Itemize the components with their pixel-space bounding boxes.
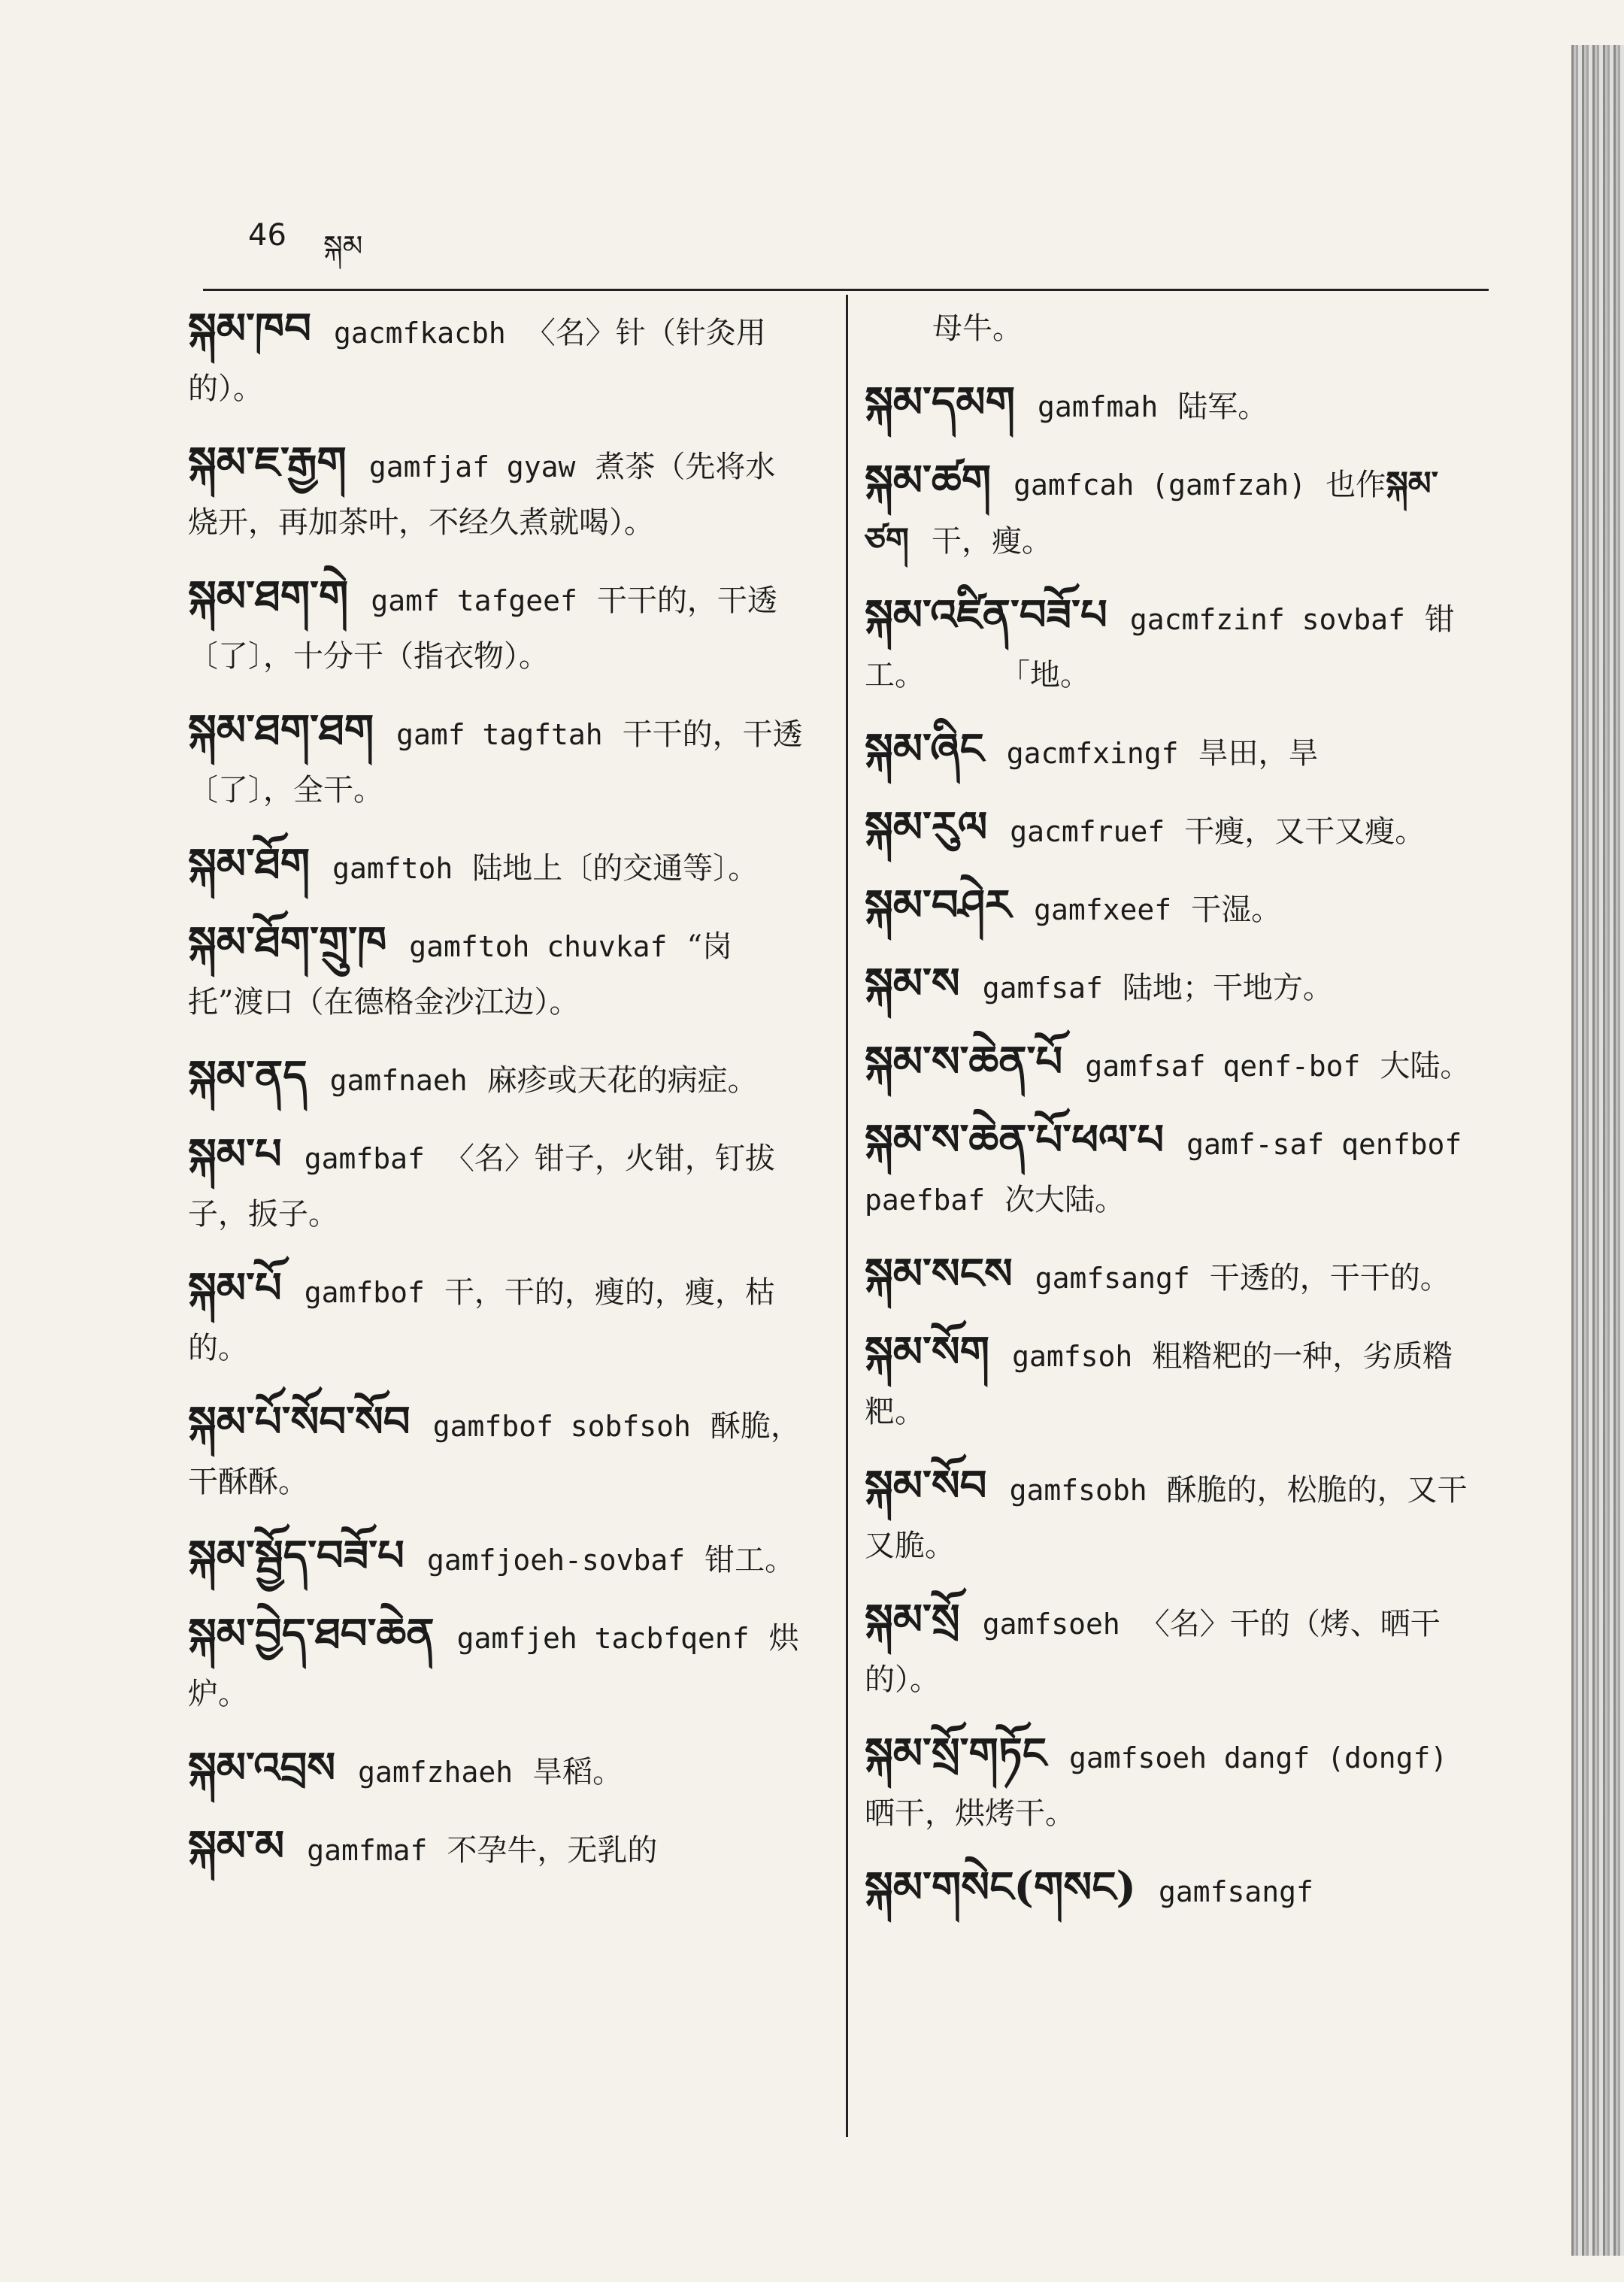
entry-definition: 〈名〉钳子，火钳，钉拔子，扳子。 — [188, 1141, 775, 1232]
entry-headword: སྐམ་སོབ — [865, 1461, 987, 1511]
entry-romanization: gamf tagftah — [396, 718, 603, 751]
entry-romanization: gamfxeef — [1034, 893, 1172, 926]
entry-romanization: gacmfzinf sovbaf — [1129, 603, 1405, 636]
dictionary-entry — [188, 301, 804, 417]
entry-headword: སྐམ་ཞིང — [865, 724, 984, 774]
dictionary-entry — [865, 799, 1481, 859]
dictionary-entry — [188, 1048, 804, 1108]
entry-definition: 也作 — [1326, 468, 1386, 502]
entry-romanization: gamftoh — [332, 852, 453, 885]
entry-romanization: gamfmah — [1038, 390, 1159, 423]
entry-definition: 煮茶（先将水烧开，再加茶叶，不经久煮就喝）。 — [188, 450, 776, 540]
entry-definition: 干湿。 — [1191, 892, 1282, 927]
entry-romanization: gamfsaf — [982, 971, 1103, 1005]
dictionary-entry — [188, 1528, 804, 1588]
entry-headword: སྐམ་ཐོག — [188, 839, 311, 889]
dictionary-entry — [188, 1740, 804, 1800]
dictionary-entry — [188, 1126, 804, 1242]
entry-headword: སྐམ་ཇ་རྒྱག — [188, 438, 347, 487]
entry-headword: སྐམ་འཛིན་བཟོ་པ — [865, 590, 1107, 640]
entry-romanization: gamfjeh tacbfqenf — [456, 1622, 750, 1655]
entry-romanization: gamfjaf gyaw — [368, 450, 576, 483]
dictionary-entry — [188, 1260, 804, 1376]
entry-headword: སྐམ་ས་ཆེན་པོ — [865, 1037, 1063, 1086]
entry-definition: 钳工。 — [704, 1543, 795, 1577]
left-column — [188, 301, 804, 1896]
entry-definition: 干干的，干透〔了〕，全干。 — [188, 717, 803, 808]
entry-margin-note: 「地。 — [1015, 658, 1090, 692]
entry-definition: 大陆。 — [1380, 1049, 1471, 1083]
entry-headword: སྐམ་ཐག་གེ — [188, 571, 349, 621]
guide-word: སྐམ — [323, 229, 363, 262]
entry-definition: 干瘦，又干又瘦。 — [1184, 814, 1426, 849]
entry-definition: 陆军。 — [1177, 389, 1268, 424]
entry-romanization: gamf tafgeef — [371, 584, 577, 617]
dictionary-entry — [865, 1726, 1481, 1841]
entry-romanization: gamfbaf — [304, 1142, 425, 1175]
entry-headword: སྐམ་པོ — [188, 1263, 282, 1313]
entry-definition: “岗托”渡口（在德格金沙江边）。 — [188, 929, 732, 1020]
dictionary-entry — [188, 1394, 804, 1510]
dictionary-entry — [865, 1246, 1481, 1306]
dictionary-entry — [188, 568, 804, 684]
entry-headword: སྐམ་སོག — [865, 1327, 990, 1377]
dictionary-entry — [188, 1606, 804, 1722]
entry-definition: 陆地上〔的交通等〕。 — [472, 851, 759, 886]
dictionary-entry — [188, 914, 804, 1030]
entry-romanization: gamfsaf qenf-bof — [1085, 1050, 1361, 1083]
entry-headword: སྐམ་འབྲས — [188, 1743, 336, 1793]
entry-alt-form: སྐམ་ཙག — [865, 465, 1438, 559]
entry-definition: 烘炉。 — [188, 1621, 799, 1711]
column-divider — [846, 295, 848, 2137]
entry-romanization: gamfnaeh — [329, 1064, 468, 1097]
right-column — [865, 301, 1481, 1938]
entry-headword: སྐམ་སངས — [865, 1249, 1013, 1299]
entry-headword: སྐམ་སྦྱོད་བཟོ་པ — [188, 1531, 404, 1580]
dictionary-entry — [865, 1859, 1481, 1920]
entry-romanization: gamfsoeh dangf (dongf) — [1068, 1741, 1448, 1774]
entry-romanization: gamftoh chuvkaf — [409, 930, 668, 963]
entry-definition: 〈名〉针（针灸用的）。 — [188, 316, 766, 406]
entry-definition: 次大陆。 — [1004, 1183, 1126, 1217]
header-rule — [203, 289, 1489, 291]
entry-romanization: gamfjoeh-sovbaf — [426, 1544, 686, 1577]
entry-romanization: gamfzhaeh — [358, 1756, 514, 1789]
dictionary-entry — [188, 836, 804, 896]
dictionary-entry — [865, 587, 1481, 703]
entry-romanization: gacmfxingf — [1006, 737, 1179, 770]
entry-headword: སྐམ་པ — [188, 1129, 282, 1179]
entry-romanization: gamfbof sobfsoh — [432, 1410, 691, 1443]
entry-romanization: gamfsobh — [1009, 1474, 1147, 1507]
entry-romanization: gamfcah (gamfzah) — [1013, 468, 1307, 502]
entry-romanization: gamfbof — [304, 1276, 425, 1309]
dictionary-entry — [188, 435, 804, 550]
entry-headword: སྐམ་ས་ཆེན་པོ་ཕལ་པ — [865, 1115, 1165, 1165]
entry-headword: སྐམ་བྱེད་ཐབ་ཆེན — [188, 1609, 435, 1659]
carry-over-text: 母牛。 — [932, 311, 1023, 346]
entry-headword: སྐམ་དམག — [865, 377, 1016, 427]
entry-definition: 不孕牛，无乳的 — [447, 1833, 658, 1868]
entry-romanization: gamfmaf — [307, 1834, 428, 1867]
page-number: 46 — [248, 218, 286, 253]
entry-definition: 旱田，旱 — [1198, 736, 1319, 771]
entry-headword: སྐམ་ཐོག་གྲུ་ཁ — [188, 917, 387, 967]
dictionary-entry — [865, 1592, 1481, 1708]
entry-romanization: gamfsangf — [1035, 1262, 1190, 1295]
book-spine-edge — [1571, 45, 1624, 2256]
entry-headword: སྐམ་གསེང(གསང) — [865, 1862, 1136, 1912]
dictionary-entry — [865, 1458, 1481, 1574]
entry-definition: 粗糌粑的一种，劣质糌粑。 — [865, 1339, 1453, 1429]
entry-romanization: gamf-saf qenfbof paefbaf — [865, 1128, 1462, 1217]
entry-romanization: gamfsoh — [1012, 1340, 1133, 1373]
entry-romanization: gacmfruef — [1010, 815, 1165, 848]
entry-definition: 麻疹或天花的病症。 — [486, 1063, 758, 1098]
dictionary-entry — [865, 1112, 1481, 1228]
entry-definition: 干透的，干干的。 — [1209, 1261, 1450, 1296]
dictionary-entry — [865, 877, 1481, 938]
entry-romanization: gacmfkacbh — [333, 317, 506, 350]
dictionary-entry — [188, 702, 804, 818]
entry-headword: སྐམ་ཚག — [865, 456, 992, 505]
entry-romanization: gamfsoeh — [982, 1608, 1120, 1641]
entry-definition: 钳工。 — [865, 602, 1455, 692]
entry-headword: སྐམ་ནད — [188, 1051, 308, 1101]
entry-headword: སྐམ་པོ་སོབ་སོབ — [188, 1397, 411, 1447]
dictionary-entry — [865, 1324, 1481, 1440]
entry-definition: 晒干，烘烤干。 — [865, 1796, 1075, 1831]
entry-headword: སྐམ་ཁབ — [188, 304, 311, 353]
entry-headword: སྐམ་བཤེར — [865, 880, 1012, 930]
dictionary-entry — [865, 721, 1481, 781]
dictionary-entry — [865, 1034, 1481, 1094]
dictionary-entry — [188, 1818, 804, 1878]
entry-definition: 陆地；干地方。 — [1122, 971, 1333, 1005]
entry-definition: 旱稻。 — [532, 1755, 623, 1790]
entry-definition: 酥脆的，松脆的，又干又脆。 — [865, 1473, 1468, 1563]
entry-definition: 酥脆，干酥酥。 — [188, 1409, 801, 1499]
entry-headword: སྐམ་ཐག་ཐག — [188, 705, 374, 755]
dictionary-entry — [865, 374, 1481, 435]
entry-headword: སྐམ་སྲོ་གཏོང — [865, 1729, 1047, 1778]
entry-headword: སྐམ་སྲོ — [865, 1595, 960, 1644]
entry-headword: སྐམ་རུལ — [865, 802, 988, 852]
dictionary-entry — [865, 453, 1481, 569]
entry-headword: སྐམ་ས — [865, 959, 960, 1008]
entry-definition: 干，干的，瘦的，瘦，枯的。 — [188, 1275, 775, 1365]
entry-definition-cont: 干，瘦。 — [931, 524, 1052, 559]
entry-definition: 干干的，干透〔了〕，十分干（指衣物）。 — [188, 583, 777, 674]
dictionary-entry — [865, 956, 1481, 1016]
entry-romanization: gamfsangf — [1158, 1875, 1313, 1908]
entry-headword: སྐམ་མ — [188, 1821, 285, 1871]
entry-definition: 〈名〉干的（烤、晒干的）。 — [865, 1607, 1441, 1697]
